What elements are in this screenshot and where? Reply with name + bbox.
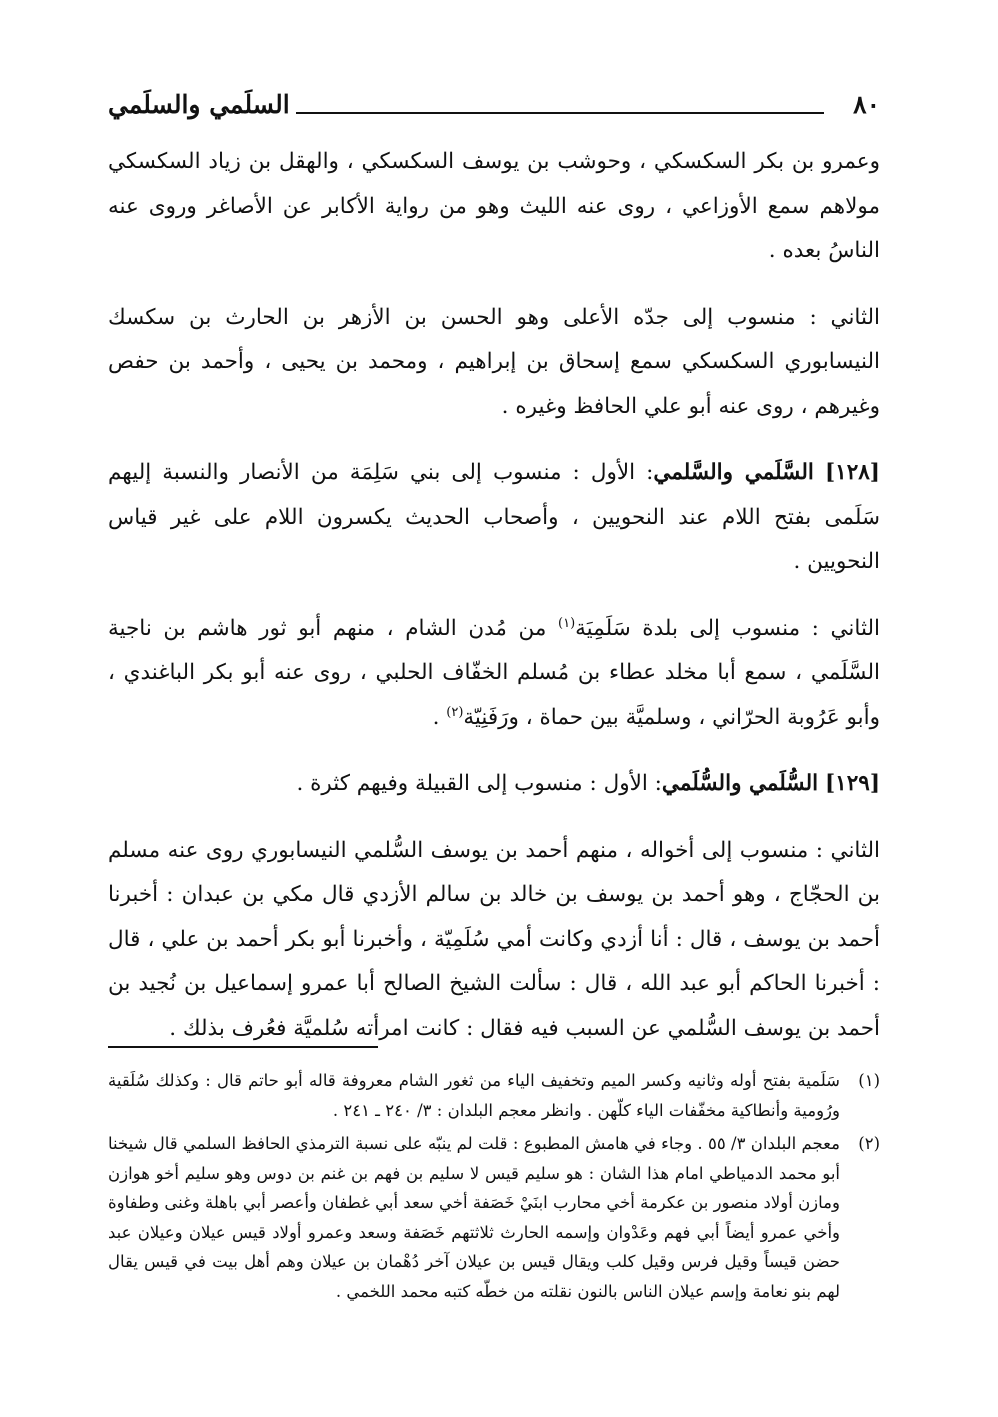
entry-128 <box>108 451 880 585</box>
paragraph-akhwal: الثاني : منسوب إلى أخواله ، منهم أحمد بن يوسف السُّلمي النيسابوري روى عنه مسلم بن الحجّاج ، وهو أحمد بن يوسف بن خالد بن سالم الأزدي قال مكي بن عبدان : أخبرنا أحمد بن يوسف ، قال : أنا أزدي وكانت أمي سُلَمِيّة ، وأخبرنا أبو بكر أحمد بن علي ، قال : أخبرنا الحاكم أبو عبد الله ، قال : سألت الشيخ الصالح أبا عمرو إسماعيل بن نُجيد بن أحمد بن يوسف السُّلمي عن السبب فيه فقال : كانت امرأته سُلميَّة فعُرف بذلك . <box>108 837 880 1041</box>
footnotes <box>108 1066 880 1310</box>
entry-text: : الأول : منسوب إلى بني سَلِمَة من الأنصار والنسبة إليهم سَلَمى بفتح اللام عند النحويين ، وأصحاب الحديث يكسرون اللام على غير قياس النحويين . <box>108 460 880 574</box>
entry-title: السَّلَمي والسَّلمي <box>653 460 814 485</box>
entry-text: : الأول : منسوب إلى القبيلة وفيهم كثرة . <box>296 771 662 796</box>
footnote-ref[interactable]: (١) <box>558 615 576 631</box>
paragraph-salamiya <box>108 607 880 741</box>
footnote-number: (١) <box>858 1071 880 1090</box>
entry-title: السُّلَمي والسُّلَمي <box>661 771 819 796</box>
entry-number: [١٢٩] <box>824 771 880 796</box>
entry-number: [١٢٨] <box>824 460 880 485</box>
footnote-text: معجم البلدان ٣/ ٥٥ . وجاء في هامش المطبوع : قلت لم ينبّه على نسبة الترمذي الحافظ السلمي قال شيخنا أبو محمد الدمياطي امام هذا الشان : هو سليم قيس لا سليم بن فهم بن غنم بن دوس وهو سليم أخو هوازن ومازن أولاد منصور بن عكرمة أخي محارب ابنَيْ خَصَفة أخي سعد أبي غطفان وأعصر أبي باهلة وغنى وطفاوة وأخي عمرو أيضاً أبي فهم وعَدْوان وإسمه الحارث ثلاثتهم خَصَفة وسعد وعمرو أولاد قيس عيلان وعيلان عبد حضن قيساً وقيل فرس وقيل كلب ويقال قيس بن عيلان آخر دُهْمان بن عيلان وهم أهل بيت في قيس يقال لهم بنو نعامة وإسم عيلان الناس بالنون نقلته من خطّه كتبه محمد اللخمي . <box>108 1134 840 1301</box>
footnote-text: سَلَمية بفتح أوله وثانيه وكسر الميم وتخفيف الياء من ثغور الشام معروفة قاله أبو حاتم قال : وكذلك سُلَقية ورُومية وأنطاكية مخفّفات الياء كلّهن . وانظر معجم البلدان : ٣/ ٢٤٠ ـ ٢٤١ . <box>108 1071 840 1120</box>
footnote-number: (٢) <box>858 1134 880 1153</box>
paragraph-text: الثاني : منسوب إلى بلدة سَلَمِيَة <box>575 615 880 641</box>
footnote-1 <box>108 1066 880 1125</box>
running-header <box>108 86 880 126</box>
page-number: ٨٠ <box>853 90 880 119</box>
main-text <box>108 140 880 1051</box>
running-title: السلَمي والسلَمي <box>108 90 290 119</box>
footnote-ref[interactable]: (٢) <box>446 704 464 720</box>
header-rule <box>296 112 824 114</box>
paragraph-second-sense: الثاني : منسوب إلى جدّه الأعلى وهو الحسن بن الأزهر بن الحارث بن سكسك النيسابوري السكسكي سمع إسحاق بن إبراهيم ، ومحمد بن يحيى ، وأحمد بن حفص وغيرهم ، روى عنه أبو علي الحافظ وغيره . <box>108 304 880 419</box>
entry-129 <box>108 762 880 807</box>
paragraph-text: من مُدن الشام ، منهم أبو ثور هاشم بن ناجية السَّلَمي ، سمع أبا مخلد عطاء بن مُسلم الخفّاف الحلبي ، روى عنه أبو بكر الباغندي ، وأبو عَرُوبة الحرّاني ، وسلميَّة بين حماة ، ورَفَنِيّة <box>108 615 880 730</box>
paragraph-text: . <box>432 704 447 730</box>
paragraph-continuation: وعمرو بن بكر السكسكي ، وحوشب بن يوسف السكسكي ، والهقل بن زياد السكسكي مولاهم سمع الأوزاعي ، روى عنه الليث وهو من رواية الأكابر عن الأصاغر وروى عنه الناسُ بعده . <box>108 149 880 263</box>
footnote-2 <box>108 1129 880 1306</box>
footnote-rule <box>108 1046 378 1048</box>
